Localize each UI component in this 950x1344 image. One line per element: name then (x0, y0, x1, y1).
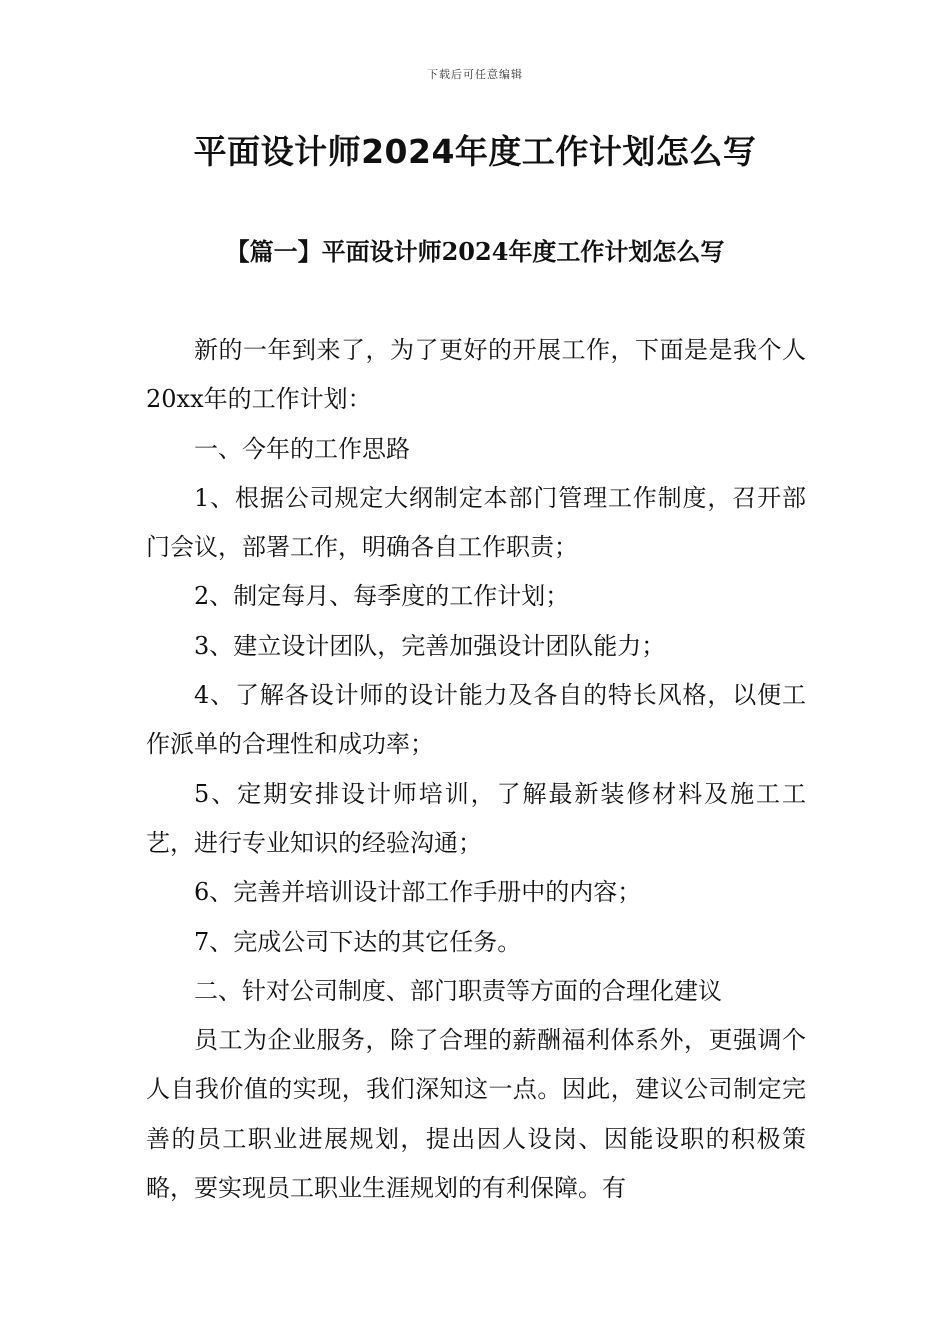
document-title: 平面设计师2024年度工作计划怎么写 (193, 132, 757, 171)
section-title: 【篇一】平面设计师2024年度工作计划怎么写 (225, 237, 725, 266)
list-item: 1、根据公司规定大纲制定本部门管理工作制度，召开部门会议，部署工作，明确各自工作职责； (146, 483, 806, 562)
document-body (146, 326, 806, 1213)
list-item: 6、完善并培训设计部工作手册中的内容； (194, 878, 642, 907)
paragraph-suggestions: 员工为企业服务，除了合理的薪酬福利体系外，更强调个人自我价值的实现，我们深知这一点。因此，建议公司制定完善的员工职业进展规划，提出因人设岗、因能设职的积极策略，要实现员工职业生涯规划的有利保障。有 (146, 1026, 806, 1203)
header-note: 下载后可任意编辑 (427, 68, 523, 81)
list-item: 5、定期安排设计师培训，了解最新装修材料及施工工艺，进行专业知识的经验沟通； (146, 779, 806, 857)
list-item: 2、制定每月、每季度的工作计划； (194, 582, 570, 611)
heading-work-ideas: 一、今年的工作思路 (194, 434, 410, 463)
list-item: 7、完成公司下达的其它任务。 (194, 927, 522, 956)
list-item: 4、了解各设计师的设计能力及各自的特长风格，以便工作派单的合理性和成功率； (146, 681, 806, 759)
paragraph-intro: 新的一年到来了，为了更好的开展工作，下面是是我个人20xx年的工作计划： (146, 336, 806, 414)
heading-suggestions: 二、针对公司制度、部门职责等方面的合理化建议 (194, 976, 722, 1005)
list-item: 3、建立设计团队，完善加强设计团队能力； (194, 631, 666, 660)
